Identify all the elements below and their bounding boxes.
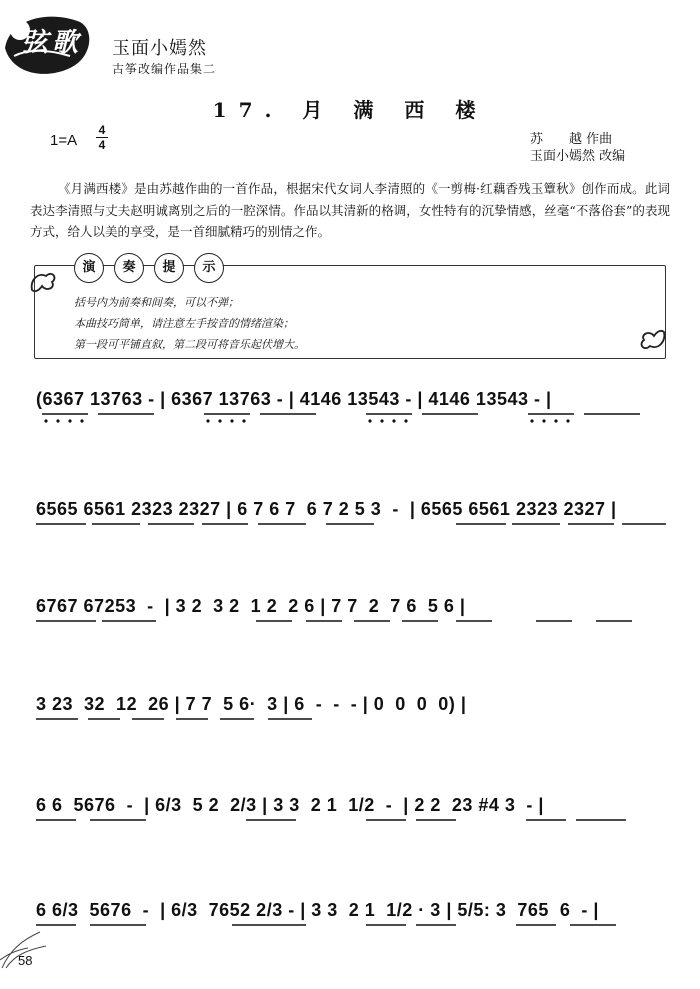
- beam-underlines: [36, 412, 666, 440]
- intro-paragraph: 《月满西楼》是由苏越作曲的一首作品，根据宋代女词人李清照的《一剪梅·红藕香残玉簟秋》创作而成。此词表达李清照与丈夫赵明诚离别之后的一腔深情。作品以其清新的格调，女性特有的沉挚情感，丝毫“不落俗套”的表现方式，给人以美的享受，是一首细腻精巧的别情之作。: [30, 181, 670, 239]
- tip-line: 第一段可平铺直叙，第二段可将音乐起伏增大。: [74, 338, 305, 351]
- grass-decoration-icon: [0, 910, 70, 970]
- score-line: 6767 67253 - | 3 2 3 2 1 2 2 6 | 7 7 2 7 6 5 6 |: [36, 596, 466, 616]
- tips-heading-char: 示: [194, 253, 224, 283]
- score-line: 6 6/3 5676 - | 6/3 7652 2/3 - | 3 3 2 1 1/2 · 3 | 5/5: 3 765 6 - |: [36, 900, 599, 920]
- logo-glyphs: 弦歌: [22, 28, 83, 58]
- time-signature: [96, 124, 108, 151]
- song-title: 17. 月 满 西 楼: [212, 98, 488, 122]
- tip-line: 本曲技巧简单，请注意左手按音的情绪渲染；: [74, 317, 294, 330]
- beam-underlines: [36, 619, 666, 647]
- beam-underlines: [36, 923, 666, 951]
- composer-credit: 苏 越 作曲: [530, 132, 613, 147]
- cloud-ornament-icon: [28, 266, 58, 296]
- score-line: 3 23 32 12 26 | 7 7 5 6· 3 | 6 - - - | 0 0 0 0) |: [36, 694, 467, 714]
- score-line: 6565 6561 2323 2327 | 6 7 6 7 6 7 2 5 3 - | 6565 6561 2323 2327 |: [36, 499, 617, 519]
- series-name: 玉面小嫣然: [112, 38, 207, 59]
- cloud-ornament-icon: [638, 326, 668, 356]
- beam-underlines: [36, 717, 666, 745]
- key-signature: 1=A: [50, 132, 78, 149]
- tips-heading-char: 演: [74, 253, 104, 283]
- time-signature-bottom: 4: [98, 138, 106, 152]
- time-signature-top: 4: [98, 123, 106, 137]
- tips-heading-char: 提: [154, 253, 184, 283]
- score-line: (6367 13763 - | 6367 13763 - | 4146 13543 - | 4146 13543 - |: [36, 389, 552, 409]
- tips-heading-char: 奏: [114, 253, 144, 283]
- beam-underlines: [36, 522, 666, 550]
- beam-underlines: [36, 818, 666, 846]
- series-subtitle: 古筝改编作品集二: [112, 62, 217, 76]
- arranger-credit: 玉面小嫣然 改编: [530, 149, 626, 164]
- tips-heading: [74, 253, 224, 283]
- tip-line: 括号内为前奏和间奏，可以不弹；: [74, 296, 239, 309]
- page-number: 58: [18, 953, 33, 968]
- score-line: 6 6 5676 - | 6/3 5 2 2/3 | 3 3 2 1 1/2 - | 2 2 23 #4 3 - |: [36, 795, 544, 815]
